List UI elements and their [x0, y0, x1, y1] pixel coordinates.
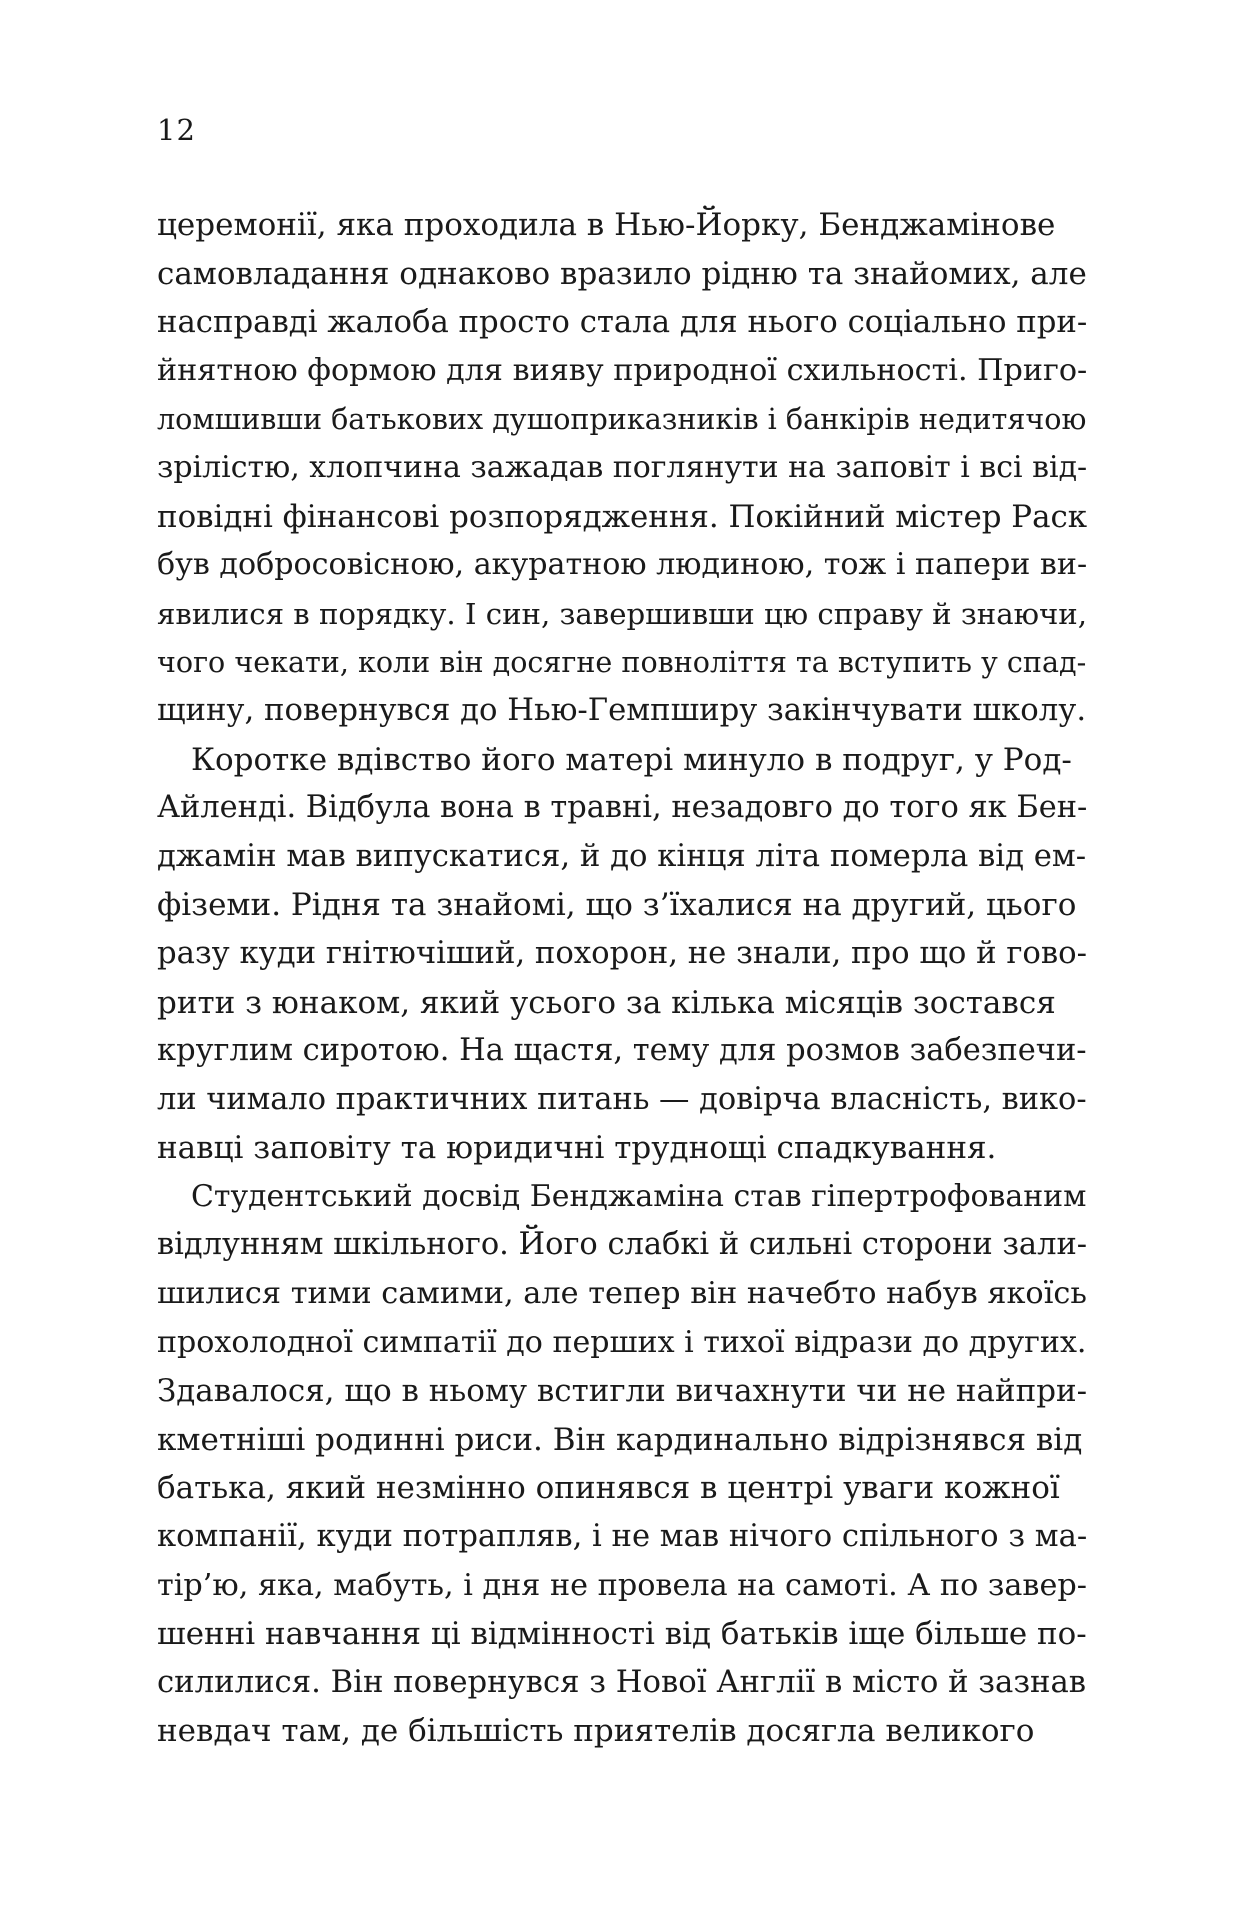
text-line: силилися. Він повернувся з Нової Англії в місто й зазнав: [157, 1664, 1087, 1700]
text-line: батька, який незмінно опинявся в центрі уваги кожної: [157, 1470, 1060, 1507]
text-line: ломшивши батькових душоприказників і банкірів недитячою: [157, 402, 1087, 437]
text-line: навці заповіту та юридичні труднощі спадкування.: [157, 1130, 997, 1167]
text-line: був добросовісною, акуратною людиною, тож і папери ви-: [157, 547, 1088, 583]
text-line: рити з юнаком, який усього за кілька місяців зостався: [157, 984, 1056, 1021]
page-number: 12: [157, 113, 196, 147]
text-line: Айленді. Відбула вона в травні, незадовго до того як Бен-: [157, 790, 1088, 826]
text-line: церемонії, яка проходила в Нью-Йорку, Бенджамінове: [157, 207, 1056, 243]
text-line: фіземи. Рідня та знайомі, що з’їхалися на другий, цього: [157, 887, 1077, 924]
text-line: йнятною формою для вияву природної схильності. Приго-: [157, 352, 1088, 388]
text-line: повідні фінансові розпорядження. Покійний містер Раск: [157, 498, 1088, 535]
text-line: невдач там, де більшість приятелів досягла великого: [157, 1713, 1035, 1750]
text-line: Здавалося, що в ньому встигли вичахнути чи не найпри-: [157, 1373, 1088, 1410]
text-line: насправді жалоба просто стала для нього соціально при-: [157, 304, 1088, 341]
text-line: зрілістю, хлопчина зажадав поглянути на заповіт і всі від-: [157, 449, 1088, 485]
text-line: компанії, куди потрапляв, і не мав нічого спільного з ма-: [157, 1519, 1088, 1555]
text-line: кметніші родинні риси. Він кардинально відрізнявся від: [157, 1421, 1083, 1458]
text-line: явилися в порядку. І син, завершивши цю справу й знаючи,: [157, 596, 1087, 631]
text-line: ли чимало практичних питань — довірча власність, вико-: [157, 1081, 1087, 1117]
text-line: шенні навчання ці відмінності від батьків іще більше по-: [157, 1616, 1087, 1653]
body-text: [157, 201, 1087, 1756]
text-line: шилися тими самими, але тепер він начебто набув якоїсь: [157, 1276, 1087, 1312]
text-line: відлунням шкільного. Його слабкі й сильні сторони зали-: [157, 1227, 1088, 1263]
text-line: самовладання однаково вразило рідню та знайомих, але: [157, 255, 1087, 292]
text-line: тір’ю, яка, мабуть, і дня не провела на самоті. А по завер-: [157, 1567, 1087, 1603]
text-line: щину, повернувся до Нью-Гемпширу закінчувати школу.: [157, 692, 1087, 728]
text-line: разу куди гнітючіший, похорон, не знали, про що й гово-: [157, 935, 1087, 971]
text-line: прохолодної симпатії до перших і тихої відрази до других.: [157, 1324, 1087, 1360]
text-line: круглим сиротою. На щастя, тему для розмов забезпечи-: [157, 1033, 1087, 1069]
text-line: джамін мав випускатися, й до кінця літа померла від ем-: [157, 838, 1087, 874]
text-line: Студентський досвід Бенджаміна став гіпертрофованим: [191, 1178, 1087, 1214]
text-line: чого чекати, коли він досягне повноліття та вступить у спад-: [157, 645, 1087, 680]
text-line: Коротке вдівство його матері минуло в подруг, у Род-: [191, 741, 1072, 778]
